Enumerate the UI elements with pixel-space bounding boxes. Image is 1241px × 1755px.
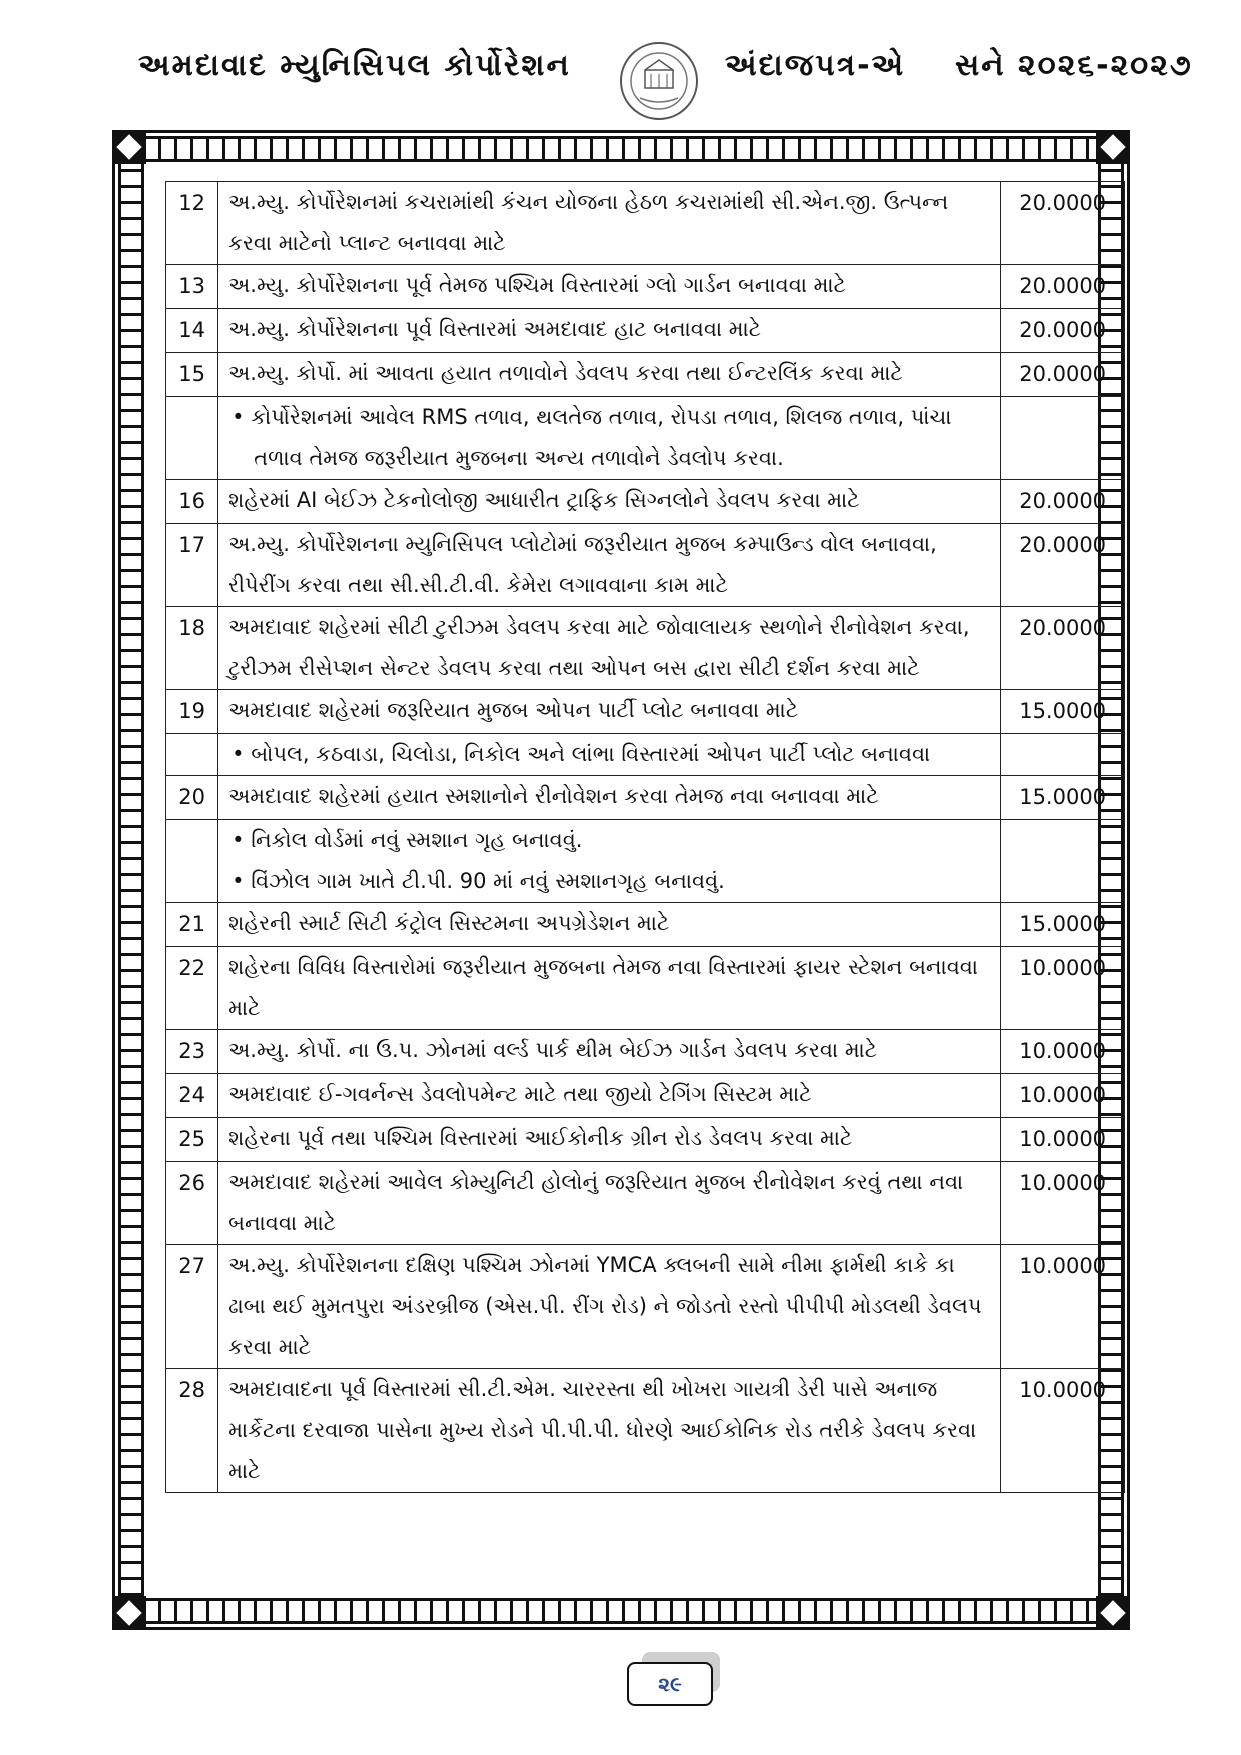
item-description: શહેરની સ્માર્ટ સિટી કંટ્રોલ સિસ્ટમના અપગ્રેડેશન માટે	[218, 903, 1001, 947]
item-description: અમદાવાદ શહેરમાં હયાત સ્મશાનોને રીનોવેશન કરવા તેમજ નવા બનાવવા માટે	[218, 776, 1001, 820]
item-description: અમદાવાદ શહેરમાં સીટી ટુરીઝમ ડેવલપ કરવા માટે જોવાલાયક સ્થળોને રીનોવેશન કરવા, ટુરીઝમ રીસેપ્શન સેન્ટર ડેવલપ કરવા તથા ઓપન બસ દ્વારા સીટી દર્શન કરવા માટે	[218, 607, 1001, 690]
item-amount: 10.0000	[1001, 947, 1125, 1030]
item-amount: 20.0000	[1001, 182, 1125, 265]
item-number: 20	[166, 776, 218, 820]
table-row	[166, 182, 1125, 265]
item-number: 22	[166, 947, 218, 1030]
item-description: શહેરના વિવિધ વિસ્તારોમાં જરૂરીયાત મુજબના તેમજ નવા વિસ્તારમાં ફાયર સ્ટેશન બનાવવા માટે	[218, 947, 1001, 1030]
item-number: 17	[166, 524, 218, 607]
table-row	[166, 1030, 1125, 1074]
item-description: અ.મ્યુ. કોર્પોરેશનના દક્ષિણ પશ્ચિમ ઝોનમાં YMCA ક્લબની સામે નીમા ફાર્મથી કાકે કા ઢાબા થઈ મુમતપુરા અંડરબ્રીજ (એસ.પી. રીંગ રોડ) ને જોડતો રસ્તો પીપીપી મોડલથી ડેવલપ કરવા માટે	[218, 1245, 1001, 1369]
table-row-detail	[166, 397, 1125, 480]
budget-year-title: અંદાજપત્ર-એ સને ૨૦૨૬-૨૦૨૭	[725, 48, 1193, 83]
page-header	[0, 0, 1241, 120]
table-row-detail	[166, 820, 1125, 903]
corporation-title: અમદાવાદ મ્યુનિસિપલ કોર્પોરેશન	[138, 48, 571, 83]
item-amount: 20.0000	[1001, 607, 1125, 690]
item-description: અમદાવાદ ઈ-ગવર્નન્સ ડેવલોપમેન્ટ માટે તથા જીયો ટેગિંગ સિસ્ટમ માટે	[218, 1074, 1001, 1118]
item-amount: 20.0000	[1001, 353, 1125, 397]
item-number: 15	[166, 353, 218, 397]
item-amount: 20.0000	[1001, 265, 1125, 309]
item-number: 26	[166, 1162, 218, 1245]
item-description: અ.મ્યુ. કોર્પોરેશનના મ્યુનિસિપલ પ્લોટોમાં જરૂરીયાત મુજબ કમ્પાઉન્ડ વોલ બનાવવા, રીપેરીંગ કરવા તથા સી.સી.ટી.વી. કેમેરા લગાવવાના કામ માટે	[218, 524, 1001, 607]
item-amount: 15.0000	[1001, 690, 1125, 734]
table-row	[166, 1162, 1125, 1245]
table-row-detail	[166, 734, 1125, 776]
item-number: 27	[166, 1245, 218, 1369]
table-row	[166, 309, 1125, 353]
table-row	[166, 1074, 1125, 1118]
item-description: અ.મ્યુ. કોર્પોરેશનમાં કચરામાંથી કંચન યોજના હેઠળ કચરામાંથી સી.એન.જી. ઉત્પન્ન કરવા માટેનો પ્લાન્ટ બનાવવા માટે	[218, 182, 1001, 265]
item-amount: 15.0000	[1001, 903, 1125, 947]
page-number: ૨૯	[627, 1662, 713, 1706]
table-row	[166, 353, 1125, 397]
detail-bullet: • નિકોલ વોર્ડમાં નવું સ્મશાન ગૃહ બનાવવું.	[232, 828, 583, 852]
item-number: 13	[166, 265, 218, 309]
item-amount: 20.0000	[1001, 524, 1125, 607]
item-amount: 10.0000	[1001, 1030, 1125, 1074]
item-number: 14	[166, 309, 218, 353]
item-number: 16	[166, 480, 218, 524]
item-description: અ.મ્યુ. કોર્પો. ના ઉ.પ. ઝોનમાં વર્લ્ડ પાર્ક થીમ બેઈઝ ગાર્ડન ડેવલપ કરવા માટે	[218, 1030, 1001, 1074]
item-number: 24	[166, 1074, 218, 1118]
item-number: 23	[166, 1030, 218, 1074]
item-description: અ.મ્યુ. કોર્પોરેશનના પૂર્વ તેમજ પશ્ચિમ વિસ્તારમાં ગ્લો ગાર્ડન બનાવવા માટે	[218, 265, 1001, 309]
table-row	[166, 690, 1125, 734]
item-amount: 10.0000	[1001, 1369, 1125, 1493]
item-amount: 10.0000	[1001, 1245, 1125, 1369]
detail-bullet: • કોર્પોરેશનમાં આવેલ RMS તળાવ, થલતેજ તળાવ, રોપડા તળાવ, શિલજ તળાવ, પાંચા તળાવ તેમજ જરૂરીયાત મુજબના અન્ય તળાવોને ડેવલોપ કરવા.	[232, 405, 952, 470]
item-number: 28	[166, 1369, 218, 1493]
item-description: અમદાવાદ શહેરમાં આવેલ કોમ્યુનિટી હોલોનું જરૂરિયાત મુજબ રીનોવેશન કરવું તથા નવા બનાવવા માટે	[218, 1162, 1001, 1245]
table-row	[166, 265, 1125, 309]
item-number: 18	[166, 607, 218, 690]
item-amount: 20.0000	[1001, 309, 1125, 353]
corporation-seal-icon	[618, 40, 700, 122]
item-amount: 20.0000	[1001, 480, 1125, 524]
item-amount: 10.0000	[1001, 1074, 1125, 1118]
item-number: 19	[166, 690, 218, 734]
detail-bullet: • બોપલ, કઠવાડા, ચિલોડા, નિકોલ અને લાંભા વિસ્તારમાં ઓપન પાર્ટી પ્લોટ બનાવવા	[232, 742, 931, 766]
table-row	[166, 1245, 1125, 1369]
budget-table	[165, 181, 1125, 1493]
table-row	[166, 1118, 1125, 1162]
item-amount: 10.0000	[1001, 1162, 1125, 1245]
detail-bullet: • વિંઝોલ ગામ ખાતે ટી.પી. 90 માં નવું સ્મશાનગૃહ બનાવવું.	[232, 869, 725, 893]
item-number: 21	[166, 903, 218, 947]
item-description: અ.મ્યુ. કોર્પો. માં આવતા હયાત તળાવોને ડેવલપ કરવા તથા ઈન્ટરલિંક કરવા માટે	[218, 353, 1001, 397]
item-amount: 15.0000	[1001, 776, 1125, 820]
item-description: અમદાવાદના પૂર્વ વિસ્તારમાં સી.ટી.એમ. ચારરસ્તા થી ખોખરા ગાયત્રી ડેરી પાસે અનાજ માર્કેટના દરવાજા પાસેના મુખ્ય રોડને પી.પી.પી. ધોરણે આઈકોનિક રોડ તરીકે ડેવલપ કરવા માટે	[218, 1369, 1001, 1493]
table-row	[166, 776, 1125, 820]
item-description: અ.મ્યુ. કોર્પોરેશનના પૂર્વ વિસ્તારમાં અમદાવાદ હાટ બનાવવા માટે	[218, 309, 1001, 353]
table-row	[166, 524, 1125, 607]
table-row	[166, 947, 1125, 1030]
item-number: 25	[166, 1118, 218, 1162]
item-number: 12	[166, 182, 218, 265]
item-description: શહેરના પૂર્વ તથા પશ્ચિમ વિસ્તારમાં આઈકોનીક ગ્રીન રોડ ડેવલપ કરવા માટે	[218, 1118, 1001, 1162]
table-row	[166, 480, 1125, 524]
item-description: અમદાવાદ શહેરમાં જરૂરિયાત મુજબ ઓપન પાર્ટી પ્લોટ બનાવવા માટે	[218, 690, 1001, 734]
item-amount: 10.0000	[1001, 1118, 1125, 1162]
table-row	[166, 903, 1125, 947]
item-description: શહેરમાં AI બેઈઝ ટેકનોલોજી આધારીત ટ્રાફિક સિગ્નલોને ડેવલપ કરવા માટે	[218, 480, 1001, 524]
table-row	[166, 607, 1125, 690]
table-row	[166, 1369, 1125, 1493]
